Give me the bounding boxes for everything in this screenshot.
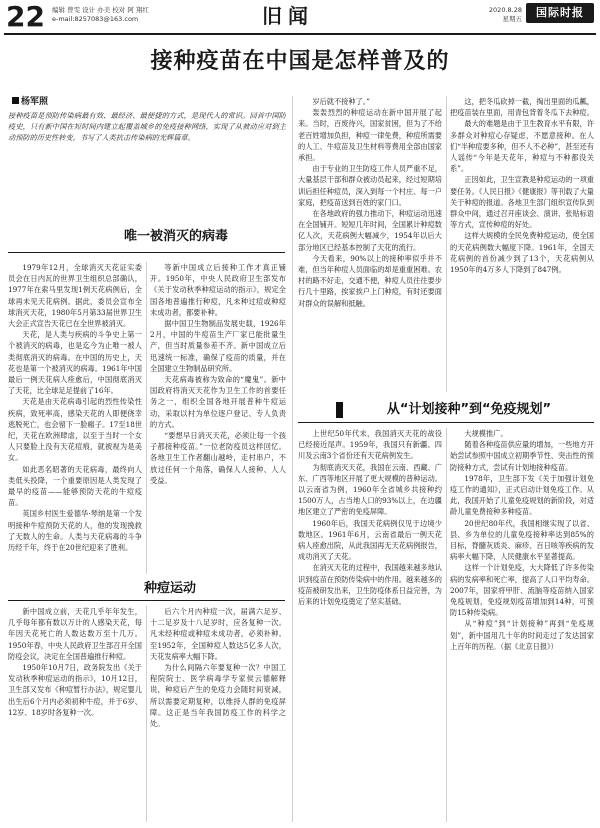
subheading-planned-immunization: 从“计划接种”到“免疫规划” bbox=[386, 402, 552, 417]
header-meta-editors: 编辑 曾雯 设计 办美 校对 阿 翔红 bbox=[52, 6, 149, 14]
paragraph: 这样大规模的全民免费种痘运动，使全国的天花病例数大幅度下降。1961年，全国天花病例的首份减少到了13个，天花病例从1950年的4万多人下降到了847例。 bbox=[450, 231, 594, 275]
paragraph: 岁后就不接种了。” bbox=[312, 97, 370, 106]
paragraph: 新中国成立前，天花几乎年年发生，几乎每年都有数以万计的人感染天花，每年因天花死亡的人数达数万至十几万。1950年春，中央人民政府卫生部召开全国防疫会议，决定在全国普遍推行种痘。 bbox=[8, 607, 142, 661]
section-title: 旧闻 bbox=[262, 4, 314, 28]
newspaper-logo: 国际时报 bbox=[526, 3, 594, 23]
column-1-upper bbox=[8, 262, 142, 574]
subheading-rule bbox=[8, 252, 285, 253]
column-divider bbox=[292, 96, 293, 822]
subheading-vaccination-campaign: 种痘运动 bbox=[143, 581, 196, 596]
subheading-bar-icon bbox=[336, 402, 343, 418]
paragraph: 在各地政府的强力推动下，种痘运动迅速在全国铺开。短短几年时间，全国累计种痘数亿人次，天花病例大幅减少，1954年以后大部分地区已经基本控制了天花的流行。 bbox=[298, 209, 442, 252]
column-2-upper bbox=[150, 262, 286, 574]
column-divider bbox=[146, 262, 147, 574]
paragraph: 为什么间隔六年要复种一次？中国工程院院士、医学病毒学专家侯云德解释说，种痘后产生的免疫力会随时间衰减，所以需要定期复种，以维持人群的免疫屏障。这正是当年我国防疫工作的科学之处。 bbox=[150, 663, 286, 729]
column-2-lower bbox=[150, 606, 286, 822]
author-byline bbox=[12, 96, 48, 108]
column-divider bbox=[146, 606, 147, 822]
header-meta bbox=[52, 6, 149, 24]
issue-date: 2020.8.28 bbox=[488, 6, 522, 14]
square-bullet-icon bbox=[12, 97, 19, 104]
paragraph: 为彻底消灭天花，我国在云南、西藏、广东、广西等地区开展了更大规模的普种运动。以云南省为例，1960年全省城乡共接种约1500万人，占当地人口的93%以上，在边疆地区建立了严密的免疫屏障。 bbox=[298, 462, 442, 517]
column-divider bbox=[446, 428, 447, 822]
paragraph: 大规模推广。 bbox=[464, 429, 508, 438]
header-date bbox=[478, 6, 522, 24]
article-lead: 接种疫苗是预防传染病最有效、最经济、最便捷的方式，是现代人的常识。回首中国防疫史，只有新中国在短时间内建立起覆盖城乡的免疫接种网络，实现了从被动应对到主动预防的历史性转变，书写了人类抗击传染病的光辉篇章。 bbox=[8, 111, 286, 143]
column-3-lower bbox=[298, 428, 442, 822]
paragraph: 据中国卫生物制品发展史载，1926年2月，中国的牛痘苗生产厂家已能批量生产，但当时质量参差不齐。新中国成立后迅速统一标准，确保了疫苗的质量，并在全国建立生物制品研究所。 bbox=[150, 319, 286, 373]
author-name: 杨军照 bbox=[21, 97, 49, 107]
paragraph: 最大的难题是由于卫生教育水平有限，许多群众对种痘心存疑虑，不愿意接种。在人们“半种痘要多种，但不人不必种”，甚至还有人谣传“今年是天花年，种痘与不种都没关系”。 bbox=[450, 119, 594, 174]
paragraph: 天花，是人类与疾病的斗争史上第一个被消灭的病毒，也是迄今为止唯一被人类彻底消灭的病毒。在中国的历史上，天花也是第一个被消灭的病毒。1961年中国最后一例天花病人痊愈后，中国彻底消灭了天花，比全球足足提前了16年。 bbox=[8, 330, 142, 396]
paragraph: 随着各种疫苗供应量的增加，一些地方开始尝试参照中国成立初期季节性、突击性的预防接种方式，尝试有计划地接种疫苗。 bbox=[450, 440, 594, 472]
column-4-upper bbox=[450, 96, 594, 392]
paragraph: 从“种痘”到“计划接种”再到“免疫规划”，新中国用几十年的时间走过了发达国家上百年的历程。（据《北京日报》） bbox=[450, 619, 594, 651]
paragraph: 20世纪80年代，我国相继实现了以省、县、乡为单位的儿童免疫接种率达到85%的目标，脊髓灰质炎、麻疹、百日咳等疾病的发病率大幅下降，人民健康水平显著提高。 bbox=[450, 518, 594, 562]
article-headline: 接种疫苗在中国是怎样普及的 bbox=[150, 49, 450, 74]
header-meta-email: e-mail:8257083@163.com bbox=[52, 15, 139, 23]
paragraph: 英国乡村医生爱德华·琴纳是第一个发明接种牛痘预防天花的人，他的发现挽救了无数人的生命。人类与天花病毒的斗争历经千年，终于在20世纪迎来了胜利。 bbox=[8, 509, 142, 553]
paragraph: 这样一个计划免疫，大大降低了许多传染病的发病率和死亡率，提高了人口平均寿命。2007年，国家将甲肝、流脑等疫苗纳入国家免疫规划，免疫规划疫苗增加到14种，可预防15种传染病。 bbox=[450, 563, 594, 618]
column-3-upper bbox=[298, 96, 442, 392]
column-4-lower bbox=[450, 428, 594, 822]
subheading-rule bbox=[8, 600, 285, 601]
subheading-eradicated-virus: 唯一被消灭的病毒 bbox=[123, 229, 228, 244]
paragraph: 如此恶名昭著的天花病毒，最终向人类低头投降，一个重要原因是人类发现了最早的疫苗——能够预防天花的牛痘疫苗。 bbox=[8, 464, 142, 508]
column-1-lower bbox=[8, 606, 142, 822]
page-number: 22 bbox=[6, 0, 45, 33]
paragraph: 今天看来，90%以上的接种率似乎并不难，但当年种痘人员面临的却是重重困难。农村的路不好走，交通不便，种痘人员往往要步行几十里路，挨家挨户上门种痘，有时还要面对群众的误解和抵触。 bbox=[298, 253, 442, 308]
paragraph: 1960年后，我国天花病例仅见于边境少数地区。1961年6月，云南省最后一例天花病人痊愈出院，从此我国再无天花病例报告，成功消灭了天花。 bbox=[298, 518, 442, 562]
paragraph: “要想早日消灭天花，必须让每一个孩子都接种疫苗。”一位老防疫员这样回忆。各地卫生工作者翻山越岭，走村串户，不放过任何一个角落，确保人人接种、人人受益。 bbox=[150, 431, 286, 485]
subheading-rule bbox=[298, 422, 594, 423]
paragraph: 后六个月内种痘一次，届满六足岁、十二足岁及十八足岁时，应各复种一次。凡未经种痘或种痘未成功者，必须补种。至1952年，全国种痘人数达5亿多人次，天花发病率大幅下降。 bbox=[150, 607, 286, 661]
paragraph: 由于专业的卫生防疫工作人员严重不足，大量基层干部和群众被动员起来，经过短期培训后担任种痘员，深入到每一个村庄、每一户家庭，把疫苗送到百姓的家门口。 bbox=[298, 164, 442, 207]
paragraph: 轰轰烈烈的种痘运动在新中国开展了起来。当时，百废待兴，国家贫困，但为了不给老百姓增加负担，种痘一律免费，种痘所需要的人工、牛痘苗及卫生材料等费用全部由国家承担。 bbox=[298, 108, 442, 163]
paragraph: 上世纪50年代末，我国消灭天花的战役已经接近尾声。1959年，我国只有新疆、四川及云南3个省份还有天花病例发生。 bbox=[298, 429, 442, 461]
paragraph: 1979年12月，全球消灭天花证实委员会在日内瓦的世界卫生组织总部确认，1977年在索马里发现1例天花病例后，全球再未见天花病例。据此，委员会宣布全球消灭天花，1980年5月第33届世界卫生大会正式宣告天花已在全世界被消灭。 bbox=[8, 263, 142, 329]
paragraph: 天花病毒被称为致命的“魔鬼”。新中国政府将消灭天花作为卫生工作的首要任务之一，组织全国各地开展普种牛痘运动，采取以村为单位逐户登记、专人负责的方式。 bbox=[150, 375, 286, 429]
paragraph: 等新中国成立后接种工作才真正铺开。1950年，中央人民政府卫生部发布《关于发动秋季种痘运动的指示》，规定全国各地普遍推行种痘，凡未种过痘或种痘未成功者，都要补种。 bbox=[150, 263, 286, 317]
paragraph: 正因如此，卫生宣教是种痘运动的一项重要任务。《人民日报》《健康报》等刊载了大量关于种痘的报道。各地卫生部门组织宣传队到群众中间，通过召开座谈会、演讲、张贴标语等方式，宣传种痘的好处。 bbox=[450, 175, 594, 230]
column-divider bbox=[446, 96, 447, 392]
paragraph: 1978年，卫生部下发《关于加强计划免疫工作的通知》，正式启动计划免疫工作。从此，我国开始了儿童免疫规划的新阶段，对适龄儿童免费接种多种疫苗。 bbox=[450, 473, 594, 517]
issue-weekday: 星期五 bbox=[502, 15, 522, 23]
paragraph: 天花是由天花病毒引起的烈性传染性疾病，致死率高，感染天花的人即便侥幸逃脱死亡，也会留下一脸瘢子。17至18世纪，天花在欧洲肆虐，以至于当时一个女人只要脸上没有天花痘痕，就被视为是美女。 bbox=[8, 397, 142, 463]
paragraph: 在消灭天花的过程中，我国越来越多地认识到疫苗在预防传染病中的作用。越来越多的疫苗被研发出来，卫生防疫体系日益完善，为后来的计划免疫奠定了坚实基础。 bbox=[298, 563, 442, 607]
header-rule bbox=[4, 33, 596, 35]
paragraph: 1950年10月7日，政务院发出《关于发动秋季种痘运动的指示》，10月12日，卫生部又发布《种痘暂行办法》，规定婴儿出生后6个月内必须初种牛痘，并于6岁、12岁、18岁时各复种一次。 bbox=[8, 663, 142, 717]
paragraph: 这，把冬瓜砍掉一截，掏出里面的瓜瓤，把疫苗装在里面，用青包背着冬瓜下去种痘。 bbox=[450, 97, 594, 118]
